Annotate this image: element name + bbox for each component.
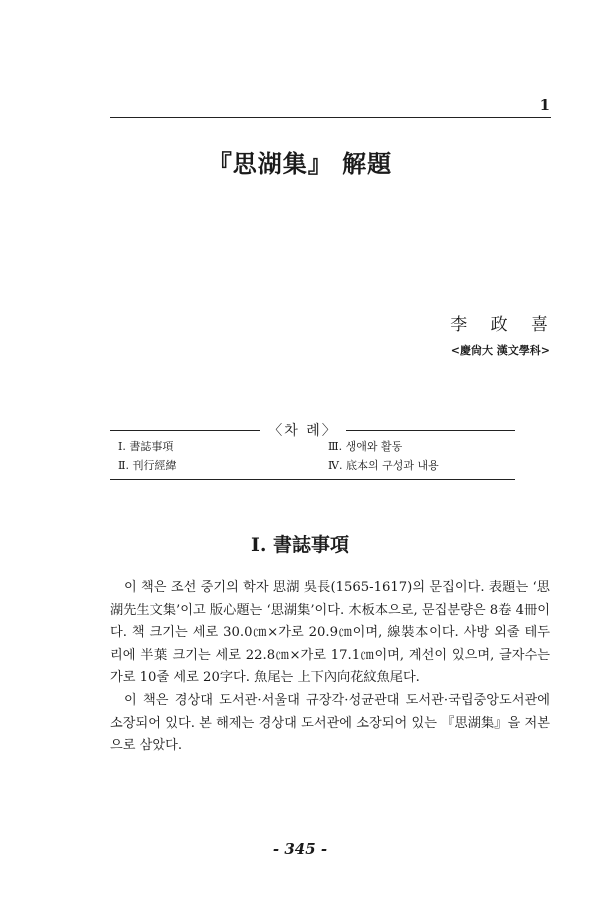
body-text xyxy=(110,577,550,758)
header-rule xyxy=(110,117,551,118)
toc-item-contents: Ⅳ. 底本의 구성과 내용 xyxy=(328,459,439,472)
paragraph: 이 책은 경상대 도서관·서울대 규장각·성균관대 도서관·국립중앙도서관에 소장되어 있다. 본 해제는 경상대 도서관에 소장되어 있는 『思湖集』을 저본으로 삼았다. xyxy=(110,692,550,754)
toc-top-rule-left xyxy=(110,430,260,431)
author-name: 李 政 喜 xyxy=(450,315,550,335)
toc-item-life: Ⅲ. 생애와 활동 xyxy=(328,440,403,453)
toc-bottom-rule xyxy=(110,479,515,480)
author-affiliation: <慶尙大 漢文學科> xyxy=(450,344,550,357)
table-of-contents xyxy=(110,423,515,479)
document-title: 『思湖集』 解題 xyxy=(207,149,393,178)
toc-item-publication: Ⅱ. 刊行經緯 xyxy=(118,459,177,472)
section-heading: Ⅰ. 書誌事項 xyxy=(250,534,350,556)
toc-heading: 〈차 례〉 xyxy=(268,423,338,439)
toc-top-rule-right xyxy=(346,430,515,431)
chapter-number: 1 xyxy=(539,96,550,114)
toc-item-bibliographic: Ⅰ. 書誌事項 xyxy=(118,440,174,453)
page-number: - 345 - xyxy=(272,840,328,858)
paragraph: 이 책은 조선 중기의 학자 思湖 吳長(1565-1617)의 문집이다. 表題는 ‘思湖先生文集’이고 版心題는 ‘思湖集’이다. 木板本으로, 문집분량은 8卷 4冊이다. 책 크기는 세로 30.0㎝×가로 20.9㎝이며, 線裝本이다. 사방 외줄 테두리에 半葉 크기는 세로 22.8㎝×가로 17.1㎝이며, 계선이 있으며, 글자수는 가로 10줄 세로 20字다. 魚尾는 上下內向花紋魚尾다. xyxy=(110,580,550,686)
